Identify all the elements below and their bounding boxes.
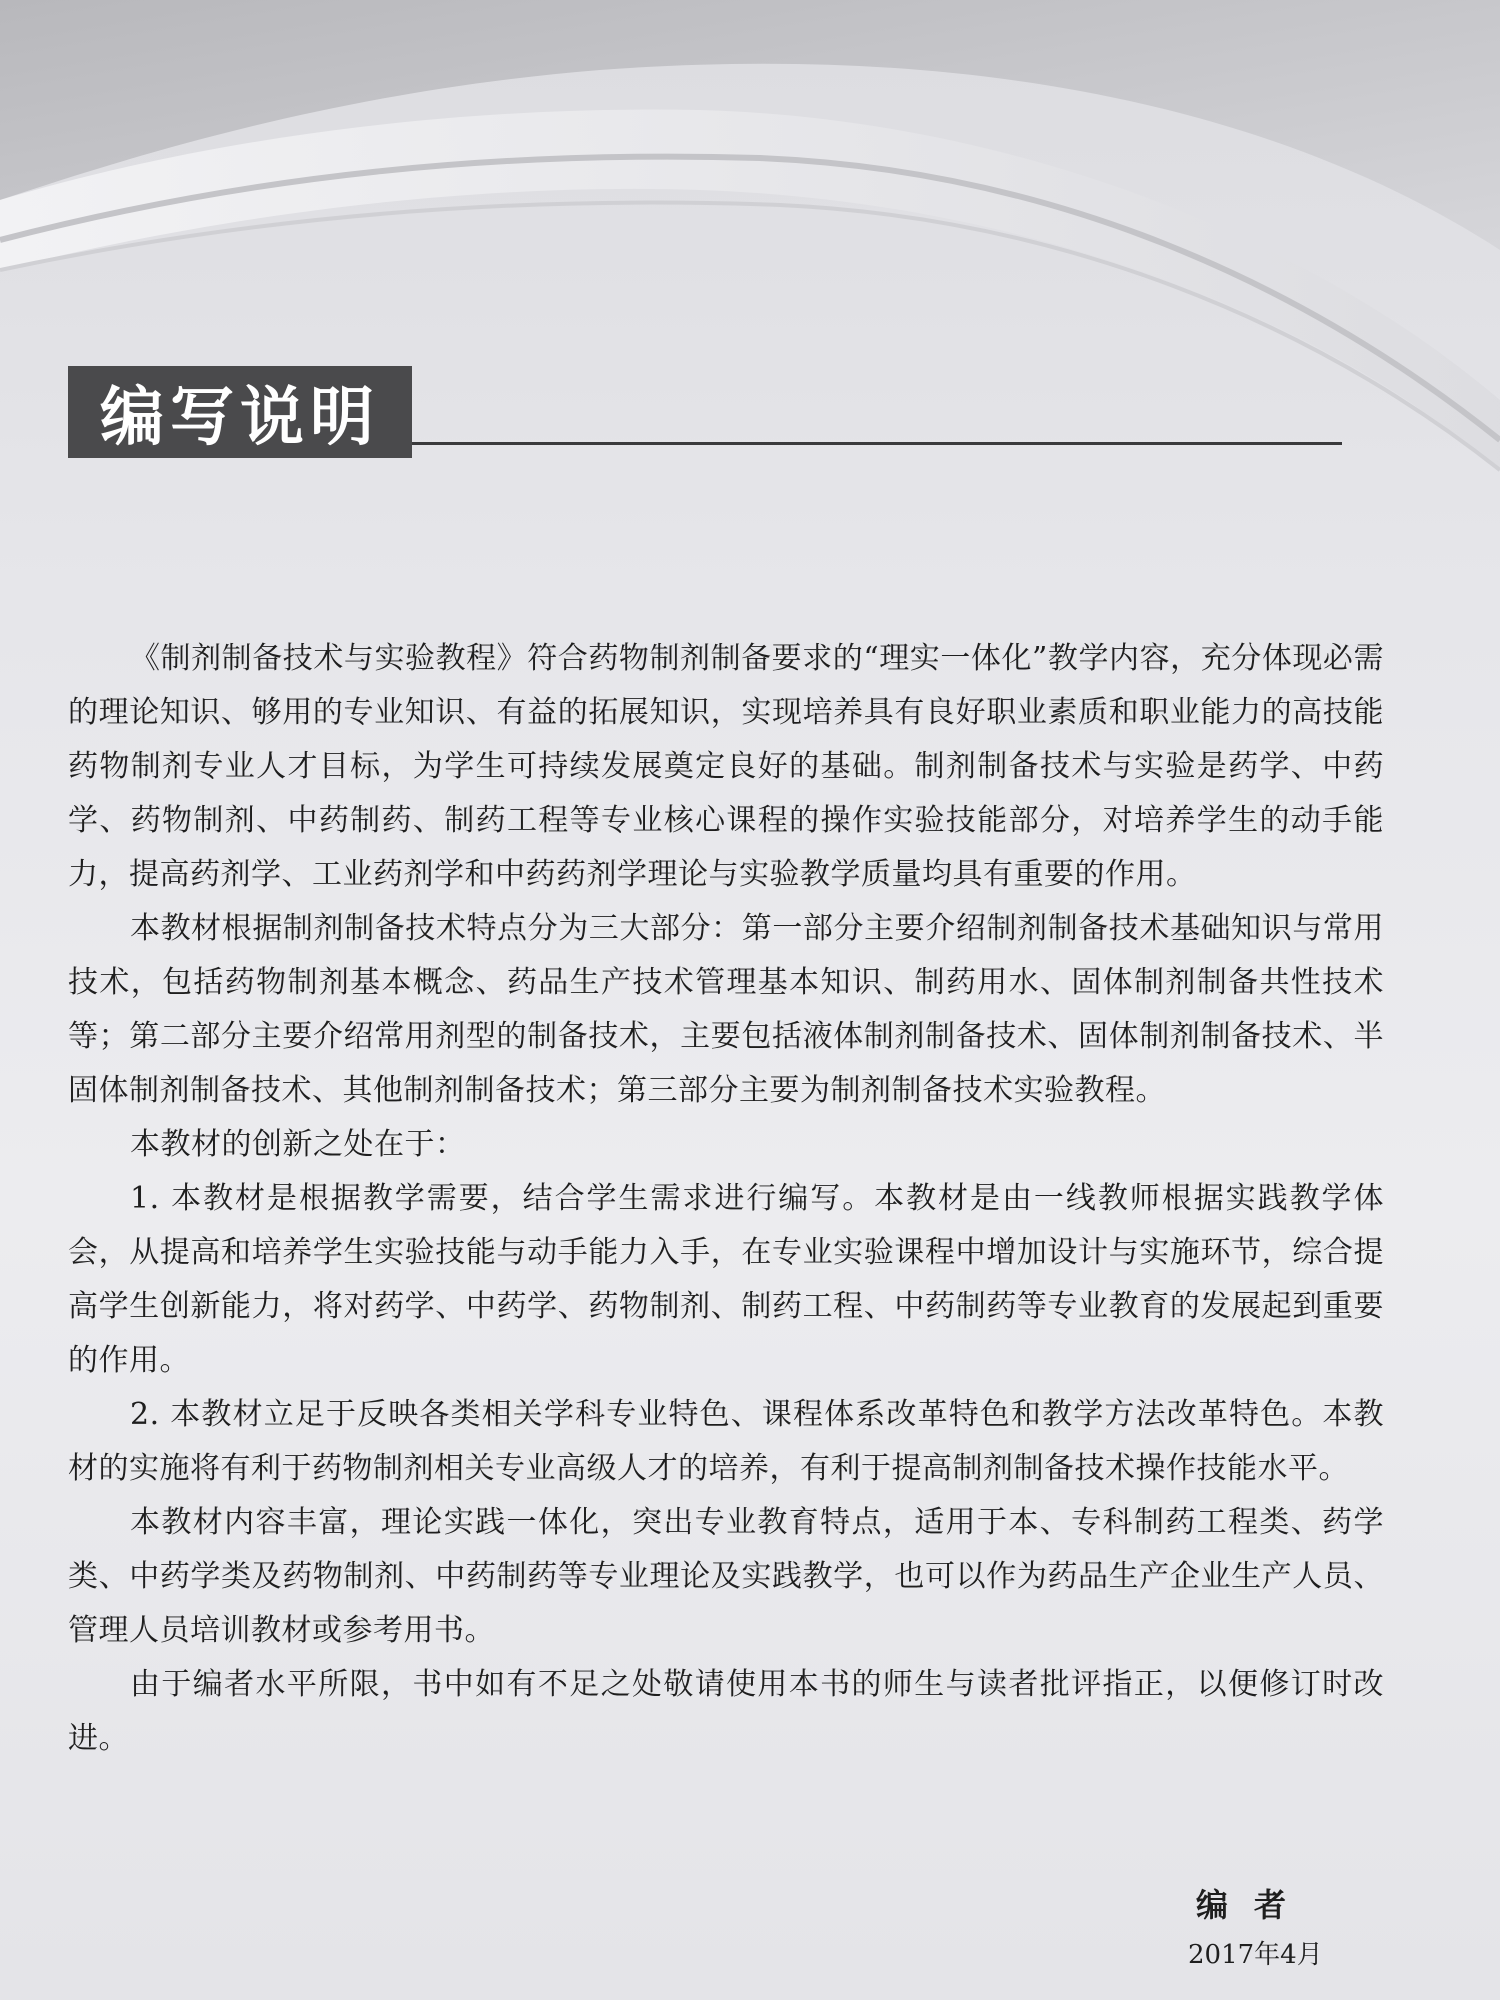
heading-box [68,366,412,458]
title-underline [412,442,1342,445]
signature-author: 编者 [1196,1886,1313,1924]
paragraph: 本教材根据制剂制备技术特点分为三大部分：第一部分主要介绍制剂制备技术基础知识与常用技术，包括药物制剂基本概念、药品生产技术管理基本知识、制药用水、固体制剂制备共性技术等；第二部分主要介绍常用剂型的制备技术，主要包括液体制剂制备技术、固体制剂制备技术、半固体制剂制备技术、其他制剂制备技术；第三部分主要为制剂制备技术实验教程。 [68,911,1384,1108]
paragraph: 2. 本教材立足于反映各类相关学科专业特色、课程体系改革特色和教学方法改革特色。本教材的实施将有利于药物制剂相关专业高级人才的培养，有利于提高制剂制备技术操作技能水平。 [68,1397,1384,1486]
signature-date: 2017年4月 [1188,1940,1323,1970]
paragraph: 《制剂制备技术与实验教程》符合药物制剂制备要求的“理实一体化”教学内容，充分体现必需的理论知识、够用的专业知识、有益的拓展知识，实现培养具有良好职业素质和职业能力的高技能药物制剂专业人才目标，为学生可持续发展奠定良好的基础。制剂制备技术与实验是药学、中药学、药物制剂、中药制药、制药工程等专业核心课程的操作实验技能部分，对培养学生的动手能力，提高药剂学、工业药剂学和中药药剂学理论与实验教学质量均具有重要的作用。 [68,641,1384,892]
paragraph: 由于编者水平所限，书中如有不足之处敬请使用本书的师生与读者批评指正，以便修订时改进。 [68,1667,1384,1756]
page-title: 编写说明 [100,381,380,455]
paragraph: 1. 本教材是根据教学需要，结合学生需求进行编写。本教材是由一线教师根据实践教学体会，从提高和培养学生实验技能与动手能力入手，在专业实验课程中增加设计与实施环节，综合提高学生创新能力，将对药学、中药学、药物制剂、制药工程、中药制药等专业教育的发展起到重要的作用。 [68,1181,1384,1378]
paragraph: 本教材的创新之处在于： [130,1127,466,1162]
paragraph: 本教材内容丰富，理论实践一体化，突出专业教育特点，适用于本、专科制药工程类、药学类、中药学类及药物制剂、中药制药等专业理论及实践教学，也可以作为药品生产企业生产人员、管理人员培训教材或参考用书。 [68,1505,1384,1648]
preface-body [68,632,1384,1766]
